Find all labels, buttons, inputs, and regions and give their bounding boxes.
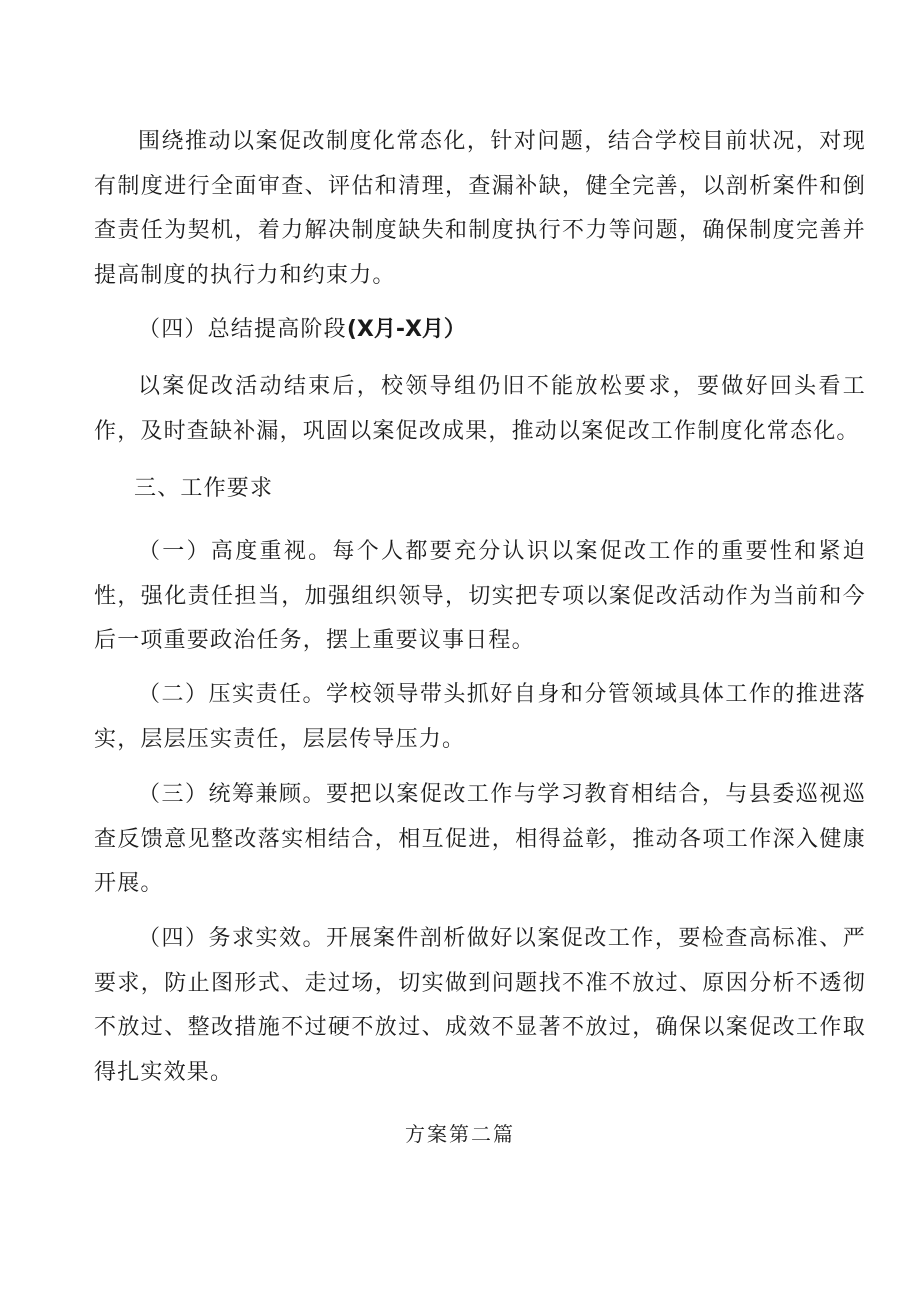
- paragraph-responsibility: （二）压实责任。学校领导带头抓好自身和分管领域具体工作的推进落实，层层压实责任，层层传导压力。: [94, 682, 866, 752]
- section-title-plan-two: 方案第二篇: [405, 1122, 515, 1146]
- heading-work-requirements: 三、工作要求: [134, 476, 274, 501]
- heading-stage-four-label: （四）总结提高阶段: [138, 317, 347, 342]
- paragraph-institutionalization: 围绕推动以案促改制度化常态化，针对问题，结合学校目前状况，对现有制度进行全面审查、评估和清理，查漏补缺，健全完善，以剖析案件和倒查责任为契机，着力解决制度缺失和制度执行不力等问题，确保制度完善并提高制度的执行力和约束力。: [94, 129, 866, 288]
- paragraph-effectiveness: （四）务求实效。开展案件剖析做好以案促改工作，要检查高标准、严要求，防止图形式、走过场，切实做到问题找不准不放过、原因分析不透彻不放过、整改措施不过硬不放过、成效不显著不放过，确保以案促改工作取得扎实效果。: [94, 926, 866, 1085]
- heading-stage-four: [94, 308, 466, 352]
- heading-stage-four-date-range: (X月-X月）: [346, 317, 466, 342]
- paragraph-high-priority: （一）高度重视。每个人都要充分认识以案促改工作的重要性和紧迫性，强化责任担当，加强组织领导，切实把专项以案促改活动作为当前和今后一项重要政治任务，摆上重要议事日程。: [94, 539, 866, 653]
- paragraph-coordination: （三）统筹兼顾。要把以案促改工作与学习教育相结合，与县委巡视巡查反馈意见整改落实相结合，相互促进，相得益彰，推动各项工作深入健康开展。: [94, 782, 866, 896]
- paragraph-after-activity: 以案促改活动结束后，校领导组仍旧不能放松要求，要做好回头看工作，及时查缺补漏，巩固以案促改成果，推动以案促改工作制度化常态化。: [94, 374, 866, 444]
